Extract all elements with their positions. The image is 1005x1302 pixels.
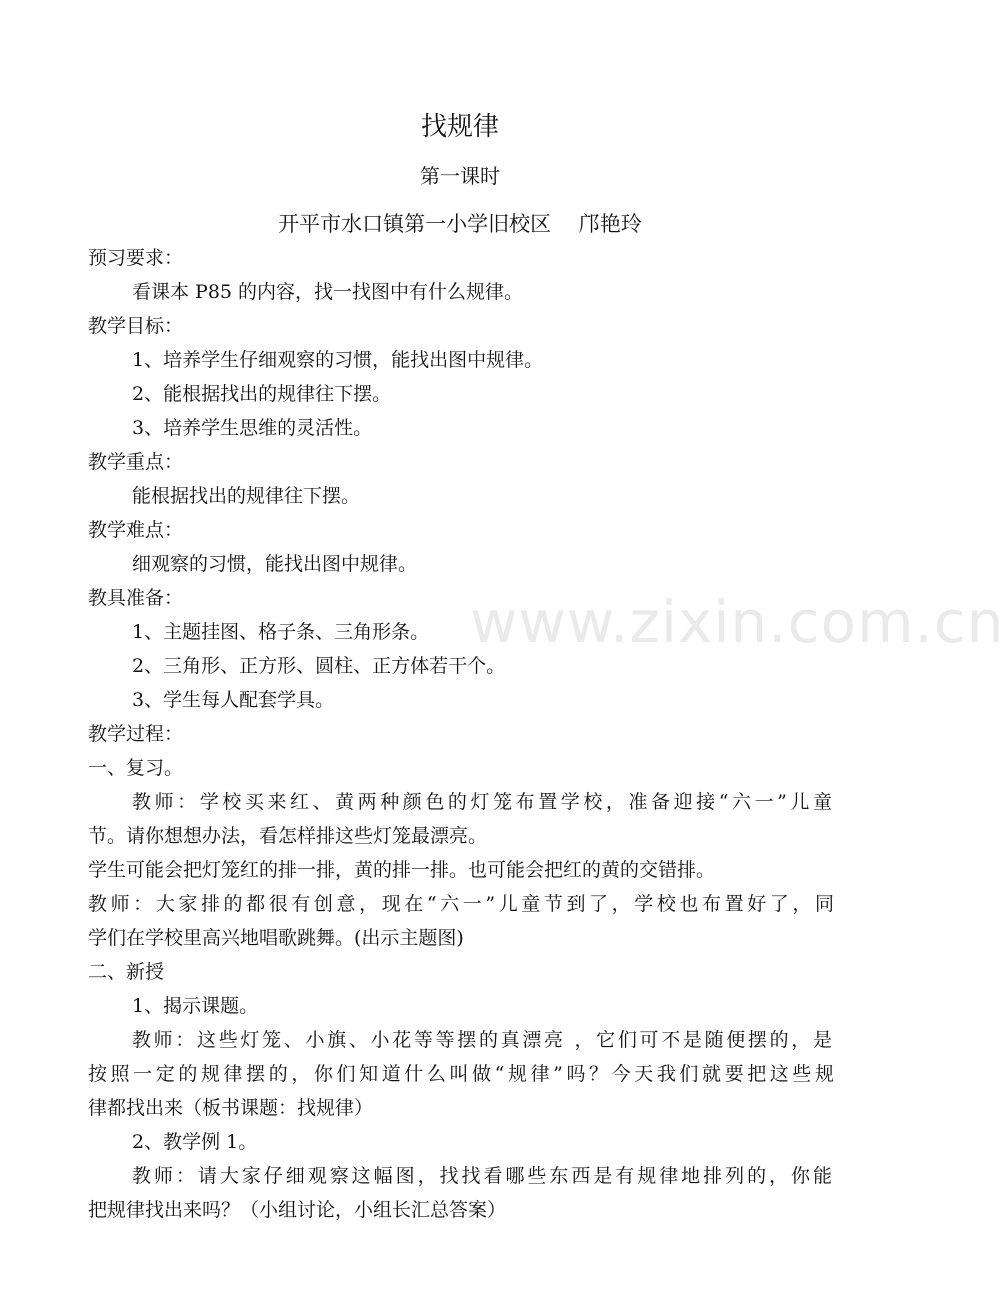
paragraph-line: 教师：学校买来红、黄两种颜色的灯笼布置学校，准备迎接“六一”儿童	[132, 791, 832, 813]
paragraph-line: 节。请你想想办法，看怎样排这些灯笼最漂亮。	[88, 825, 488, 847]
paragraph-line: 按照一定的规律摆的，你们知道什么叫做“规律”吗？今天我们就要把这些规	[88, 1063, 834, 1085]
review-heading: 一、复习。	[88, 757, 184, 779]
step-item: 1、揭示课题。	[132, 995, 259, 1017]
paragraph-line: 学生可能会把灯笼红的排一排，黄的排一排。也可能会把红的黄的交错排。	[88, 859, 716, 881]
goal-item: 3、培养学生思维的灵活性。	[132, 417, 373, 439]
author-line: 开平市水口镇第一小学旧校区 邝艳玲	[278, 212, 642, 236]
paragraph-line: 教师：大家排的都很有创意，现在“六一”儿童节到了，学校也布置好了，同	[88, 893, 834, 915]
paragraph-line: 学们在学校里高兴地唱歌跳舞。(出示主题图)	[88, 927, 464, 949]
watermark: www.zixin.com.cn	[470, 588, 1005, 656]
tool-item: 3、学生每人配套学具。	[132, 689, 335, 711]
step-item: 2、教学例 1。	[132, 1131, 258, 1153]
difficulty-heading: 教学难点：	[88, 519, 184, 541]
paragraph-line: 教师：这些灯笼、小旗、小花等等摆的真漂亮 ，它们可不是随便摆的，是	[132, 1029, 832, 1051]
process-heading: 教学过程：	[88, 723, 184, 745]
document-title: 找规律	[420, 112, 499, 142]
paragraph-line: 把规律找出来吗？（小组讨论，小组长汇总答案）	[88, 1199, 507, 1221]
tool-item: 2、三角形、正方形、圆柱、正方体若干个。	[132, 655, 506, 677]
goals-heading: 教学目标：	[88, 315, 184, 337]
difficulty-text: 细观察的习惯，能找出图中规律。	[132, 553, 418, 575]
preview-text: 看课本 P85 的内容，找一找图中有什么规律。	[132, 281, 524, 303]
preview-heading: 预习要求：	[88, 247, 184, 269]
document-subtitle: 第一课时	[420, 164, 500, 188]
paragraph-line: 律都找出来（板书课题：找规律）	[88, 1097, 374, 1119]
key-heading: 教学重点：	[88, 451, 184, 473]
paragraph-line: 教师：请大家仔细观察这幅图，找找看哪些东西是有规律地排列的，你能	[132, 1165, 832, 1187]
goal-item: 2、能根据找出的规律往下摆。	[132, 383, 392, 405]
new-lesson-heading: 二、新授	[88, 961, 165, 983]
key-text: 能根据找出的规律往下摆。	[132, 485, 361, 507]
tool-item: 1、主题挂图、格子条、三角形条。	[132, 621, 430, 643]
goal-item: 1、培养学生仔细观察的习惯，能找出图中规律。	[132, 349, 544, 371]
tools-heading: 教具准备：	[88, 587, 184, 609]
